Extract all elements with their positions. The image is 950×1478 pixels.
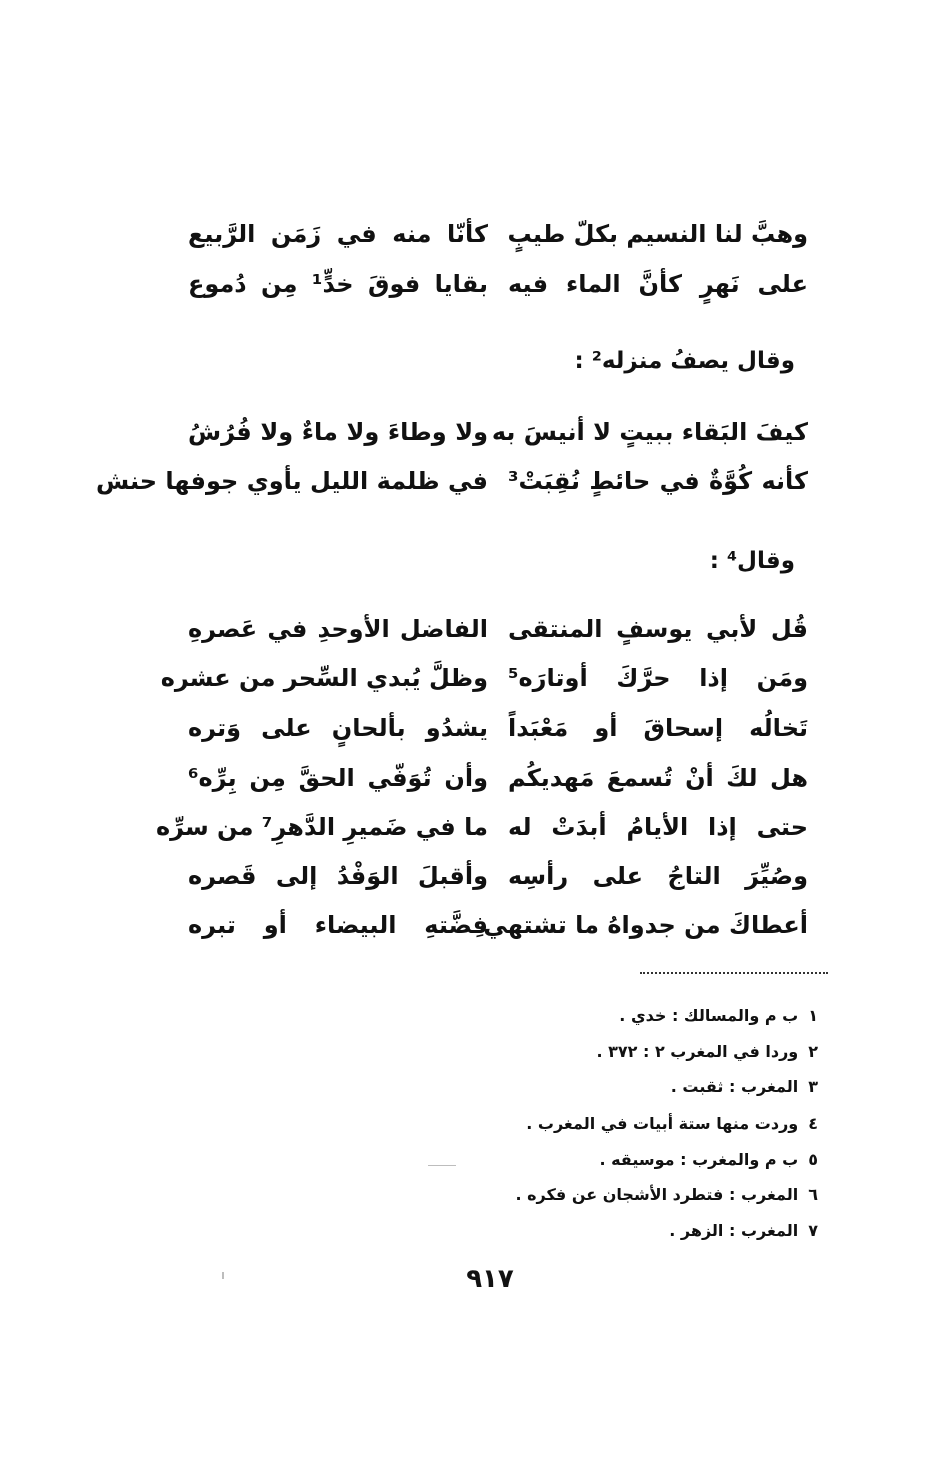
footnote-text: ب م والمغرب : موسيقه .: [599, 1150, 799, 1169]
verse-second-hemistich: الفاضل الأوحدِ في عَصرهِ: [188, 615, 488, 643]
footnote-number: ١: [808, 1006, 818, 1025]
footnote-text: المغرب : ثقبت .: [670, 1077, 799, 1096]
footnote-text: وردت منها ستة أبيات في المغرب .: [526, 1114, 799, 1133]
footnote: [669, 1221, 818, 1240]
verse-first-hemistich: على نَهرٍ كأنَّ الماء فيه: [508, 270, 808, 298]
verse-first-hemistich: وصُيِّرَ التاجُ على رأسِه: [508, 862, 808, 890]
footnote-number: ٤: [808, 1114, 818, 1133]
footnote: [515, 1185, 818, 1204]
verse-line: [188, 410, 808, 454]
footnote-number: ٣: [808, 1077, 818, 1096]
verse-second-hemistich: بقايا فوقَ خدٍّ¹ مِن دُموع: [188, 270, 488, 298]
verse-second-hemistich: فِضَّتهِ البيضاء أو تبره: [188, 911, 488, 939]
verse-second-hemistich: ولا وطاءَ ولا ماءٌ ولا فُرُشُ: [188, 418, 488, 446]
verse-first-hemistich: أعطاكَ من جدواهُ ما تشتهي: [483, 911, 808, 939]
footnote: [596, 1042, 818, 1061]
section-heading: وقال⁴ :: [709, 548, 795, 574]
footnote: [619, 1006, 818, 1025]
verse-line: [188, 854, 808, 898]
verse-line: [188, 212, 808, 256]
footnote-text: المغرب : الزهر .: [669, 1221, 799, 1240]
footnote-text: وردا في المغرب ٢ : ٣٧٢ .: [596, 1042, 799, 1061]
footnote-text: ب م والمسالك : خدي .: [619, 1006, 799, 1025]
verse-line: [155, 805, 808, 849]
footnote: [526, 1114, 818, 1133]
verse-first-hemistich: كأنه كُوَّةٌ في حائطٍ نُقِبَتْ³: [508, 467, 808, 495]
footnote-number: ٦: [808, 1185, 818, 1204]
scan-speck: [428, 1165, 456, 1166]
verse-second-hemistich: ما في ضَميرِ الدَّهرِ⁷ من سرِّه: [155, 813, 488, 841]
verse-first-hemistich: وهبَّ لنا النسيم بكلّ طيبٍ: [507, 220, 808, 248]
verse-second-hemistich: وظلَّ يُبدي السِّحر من عشره: [160, 664, 488, 692]
verse-line: [96, 459, 808, 503]
scan-speck: [222, 1272, 224, 1279]
verse-line: [188, 262, 808, 306]
footnote-separator: [640, 972, 828, 974]
verse-line: [160, 656, 808, 700]
footnote: [671, 1077, 818, 1096]
verse-first-hemistich: حتى إذا الأيامُ أبدَتْ له: [508, 813, 808, 841]
footnote: [599, 1150, 818, 1169]
footnote-text: المغرب : فتطرد الأشجان عن فكره .: [515, 1185, 799, 1204]
page-number: ٩١٧: [466, 1264, 514, 1294]
verse-second-hemistich: كأنّا منه في زَمَن الرَّبيع: [188, 220, 488, 248]
verse-line: [188, 607, 808, 651]
verse-line: [188, 903, 808, 947]
section-heading: وقال يصفُ منزله² :: [574, 348, 795, 374]
footnote-number: ٧: [808, 1221, 818, 1240]
footnote-number: ٢: [808, 1042, 818, 1061]
verse-line: [188, 756, 808, 800]
verse-line: [188, 706, 808, 750]
verse-first-hemistich: هل لكَ أنْ تُسمعَ مَهديكُم: [508, 764, 808, 792]
footnote-number: ٥: [808, 1150, 818, 1169]
verse-first-hemistich: كيفَ البَقاء ببيتٍ لا أنيسَ به: [491, 418, 808, 446]
verse-first-hemistich: تَخالُه إسحاقَ أو مَعْبَداً: [508, 714, 808, 742]
verse-second-hemistich: وأقبلَ الوَفْدُ إلى قَصره: [188, 862, 488, 890]
verse-second-hemistich: في ظلمة الليل يأوي جوفها حنش: [96, 467, 488, 495]
verse-first-hemistich: قُل لأبي يوسفٍ المنتقى: [508, 615, 808, 643]
verse-first-hemistich: ومَن إذا حرَّكَ أوتارَه⁵: [508, 664, 808, 692]
verse-second-hemistich: وأن تُوَفّي الحقَّ مِن بِرِّه⁶: [188, 764, 488, 792]
verse-second-hemistich: يشدُو بألحانٍ على وَتره: [188, 714, 488, 742]
